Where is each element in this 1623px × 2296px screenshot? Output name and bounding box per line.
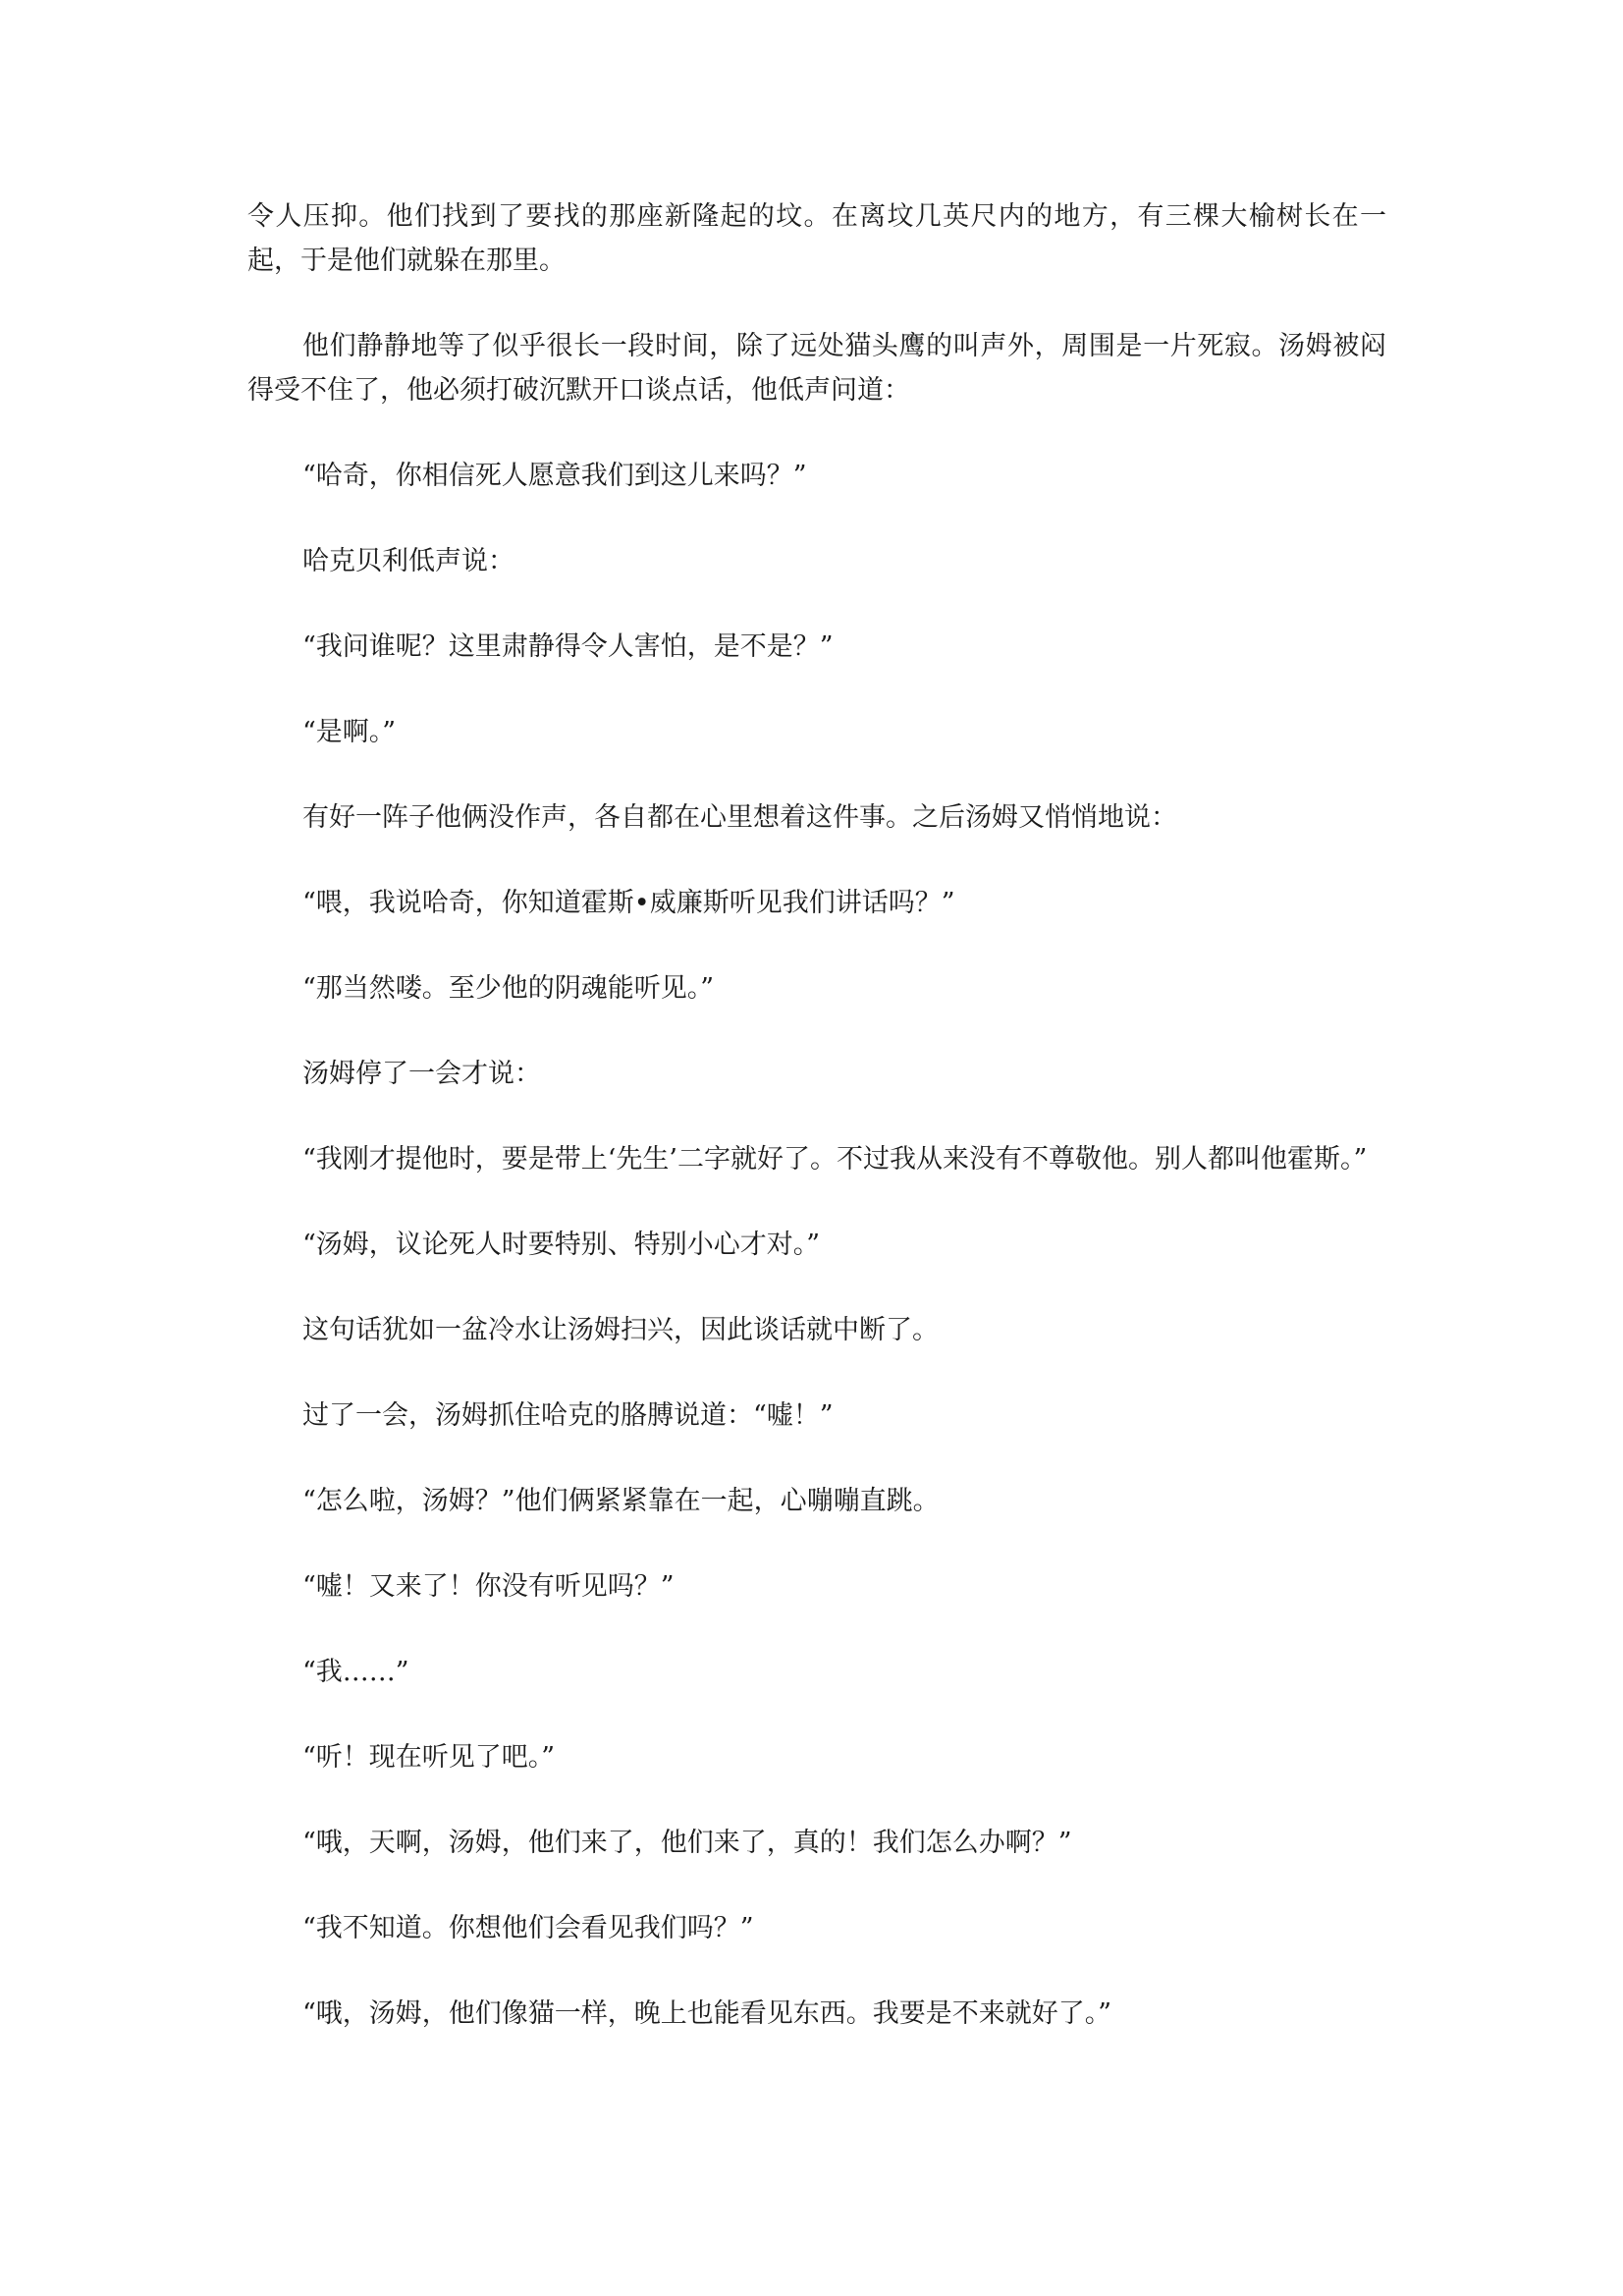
- paragraph-dialogue: “哦，汤姆，他们像猫一样，晚上也能看见东西。我要是不来就好了。”: [302, 1998, 1112, 2029]
- paragraph-dialogue: “哦，天啊，汤姆，他们来了，他们来了，真的！我们怎么办啊？”: [302, 1828, 1072, 1858]
- paragraph-dialogue: “哈奇，你相信死人愿意我们到这儿来吗？”: [302, 461, 807, 491]
- paragraph-dialogue: “我刚才提他时，要是带上‘先生’二字就好了。不过我从来没有不尊敬他。别人都叫他霍斯。”: [302, 1144, 1368, 1175]
- paragraph-narration: 汤姆停了一会才说：: [302, 1059, 541, 1089]
- paragraph-dialogue: “我……”: [302, 1657, 409, 1687]
- paragraph-narration: 这句话犹如一盆冷水让汤姆扫兴，因此谈话就中断了。: [302, 1315, 939, 1345]
- paragraph-dialogue: “喂，我说哈奇，你知道霍斯•威廉斯听见我们讲话吗？”: [302, 888, 955, 918]
- document-page: [247, 194, 1386, 2077]
- paragraph-narration: 过了一会，汤姆抓住哈克的胳膊说道：“嘘！”: [302, 1400, 834, 1431]
- paragraph-continuation: 令人压抑。他们找到了要找的那座新隆起的坟。在离坟几英尺内的地方，有三棵大榆树长在一起，于是他们就躲在那里。: [247, 201, 1386, 276]
- paragraph-dialogue: “嘘！又来了！你没有听见吗？”: [302, 1571, 675, 1602]
- paragraph-dialogue: “那当然喽。至少他的阴魂能听见。”: [302, 973, 715, 1004]
- paragraph-dialogue: “我问谁呢？这里肃静得令人害怕，是不是？”: [302, 631, 834, 662]
- paragraph-narration: 有好一阵子他俩没作声，各自都在心里想着这件事。之后汤姆又悄悄地说：: [302, 802, 1177, 833]
- paragraph-narration: 哈克贝利低声说：: [302, 546, 514, 576]
- paragraph-dialogue: “怎么啦，汤姆？”他们俩紧紧靠在一起，心嘣嘣直跳。: [302, 1486, 940, 1516]
- paragraph-narration: 他们静静地等了似乎很长一段时间，除了远处猫头鹰的叫声外，周围是一片死寂。汤姆被闷得受不住了，他必须打破沉默开口谈点话，他低声问道：: [247, 331, 1386, 406]
- paragraph-dialogue: “是啊。”: [302, 717, 397, 747]
- paragraph-dialogue: “听！现在听见了吧。”: [302, 1742, 556, 1773]
- paragraph-dialogue: “我不知道。你想他们会看见我们吗？”: [302, 1913, 754, 1943]
- paragraph-dialogue: “汤姆，议论死人时要特别、特别小心才对。”: [302, 1230, 821, 1260]
